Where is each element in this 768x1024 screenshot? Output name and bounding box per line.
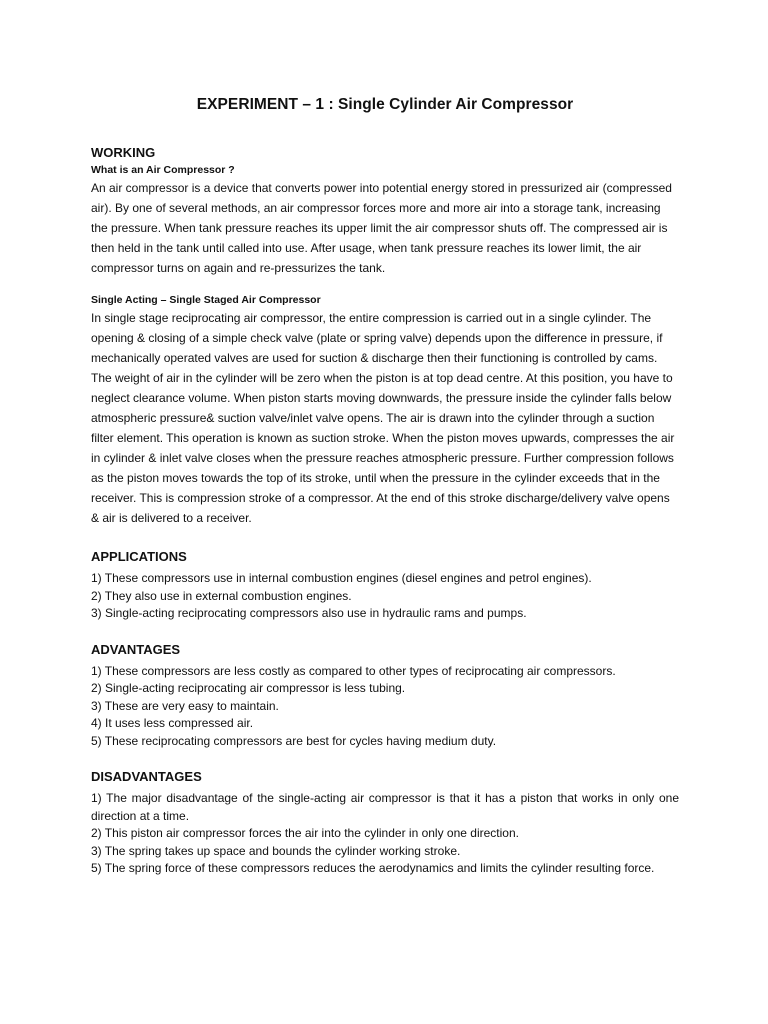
single-acting-paragraph: In single stage reciprocating air compressor, the entire compression is carried out in a single cylinder. The opening & closing of a simple check valve (plate or spring valve) depends upon the difference in pressure, if mechanically operated valves are used for suction & discharge then their functioning is controlled by cams. The weight of air in the cylinder will be zero when the piston is at top dead centre. At this position, you have to neglect clearance volume. When piston starts moving downwards, the pressure inside the cylinder falls below atmospheric pressure& suction valve/inlet valve opens. The air is drawn into the cylinder through a suction filter element. This operation is known as suction stroke. When the piston moves upwards, compresses the air in cylinder & inlet valve closes when the pressure reaches atmospheric pressure. Further compression follows as the piston moves towards the top of its stroke, until when the pressure in the cylinder exceeds that in the receiver. This is compression stroke of a compressor. At the end of this stroke discharge/delivery valve opens & air is delivered to a receiver.: [91, 311, 675, 525]
list-item: 3) Single-acting reciprocating compressors also use in hydraulic rams and pumps.: [91, 606, 527, 620]
page-title: EXPERIMENT – 1 : Single Cylinder Air Compressor: [196, 96, 574, 113]
list-item: 2) This piston air compressor forces the air into the cylinder in only one direction.: [91, 826, 519, 840]
list-item: 4) It uses less compressed air.: [91, 716, 254, 730]
advantages-section: [91, 641, 679, 751]
air-compressor-question: What is an Air Compressor ?: [91, 164, 235, 176]
working-section: [91, 144, 679, 278]
disadvantages-list: [91, 790, 679, 878]
disadvantages-section: [91, 768, 679, 878]
advantages-heading: ADVANTAGES: [91, 641, 181, 657]
list-item: 5) The spring force of these compressors reduces the aerodynamics and limits the cylinder resulting force.: [91, 861, 655, 875]
applications-heading: APPLICATIONS: [91, 549, 187, 564]
list-item: 1) These compressors are less costly as compared to other types of reciprocating air compressors.: [91, 663, 616, 678]
working-heading: WORKING: [91, 145, 156, 160]
list-item: 3) These are very easy to maintain.: [91, 698, 279, 713]
single-acting-heading: Single Acting – Single Staged Air Compressor: [91, 294, 321, 306]
list-item: 1) The major disadvantage of the single-acting air compressor is that it has a piston that works in only one direction at a time.: [91, 791, 679, 823]
list-item: 1) These compressors use in internal combustion engines (diesel engines and petrol engines).: [91, 571, 592, 585]
list-item: 3) The spring takes up space and bounds the cylinder working stroke.: [91, 843, 461, 858]
working-paragraph: An air compressor is a device that converts power into potential energy stored in pressurized air (compressed air). By one of several methods, an air compressor forces more and more air into a storage tank, increasing the pressure. When tank pressure reaches its upper limit the air compressor shuts off. The compressed air is then held in the tank until called into use. After usage, when tank pressure reaches its lower limit, the air compressor turns on again and re-pressurizes the tank.: [91, 181, 672, 275]
list-item: 2) They also use in external combustion engines.: [91, 588, 352, 603]
applications-list: [91, 570, 679, 623]
applications-section: [91, 548, 679, 623]
list-item: 2) Single-acting reciprocating air compressor is less tubing.: [91, 681, 406, 695]
list-item: 5) These reciprocating compressors are best for cycles having medium duty.: [91, 733, 497, 748]
document-page: [91, 96, 679, 878]
single-acting-section: [91, 292, 679, 528]
advantages-list: [91, 663, 679, 751]
disadvantages-heading: DISADVANTAGES: [91, 769, 202, 784]
